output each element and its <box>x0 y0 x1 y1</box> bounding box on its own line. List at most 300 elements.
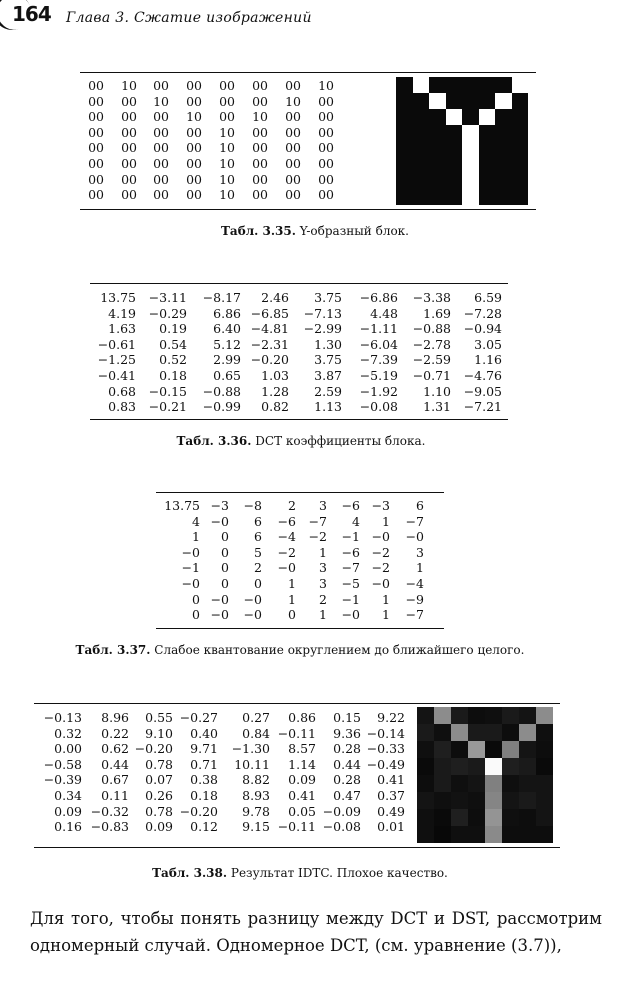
table-cell: −6 <box>341 498 360 513</box>
pixel <box>512 173 529 189</box>
table-cell: 00 <box>88 78 104 93</box>
table-cell: 0.09 <box>145 819 173 835</box>
pixel <box>519 792 536 809</box>
table-cell: 00 <box>88 155 104 171</box>
pixel <box>479 173 496 189</box>
table-cell: 1 <box>288 575 296 591</box>
caption-label: Табл. 3.35. <box>220 224 296 238</box>
table-cell: 0 <box>221 544 229 560</box>
table36 <box>94 290 502 415</box>
pixel <box>495 109 512 125</box>
table-cell: 1.10 <box>423 383 451 399</box>
pixel <box>519 724 536 741</box>
pixel <box>495 173 512 189</box>
pixel <box>479 109 496 125</box>
pixel <box>512 93 529 109</box>
table-cell: −6.04 <box>359 336 398 352</box>
table-cell: 0.86 <box>288 710 316 725</box>
table37 <box>158 498 424 623</box>
pixel <box>485 741 502 758</box>
table-cell: 0.44 <box>101 756 129 772</box>
table-cell: 0.62 <box>101 741 129 757</box>
table-cell: −2.31 <box>250 336 289 352</box>
table-cell: −0.29 <box>148 305 187 321</box>
table-cell: 00 <box>186 187 202 203</box>
table-cell: 00 <box>88 187 104 203</box>
table36-top-rule <box>90 283 508 284</box>
table-row <box>36 726 405 742</box>
pixel <box>462 125 479 141</box>
table-cell: 0.09 <box>288 772 316 788</box>
table-cell: 13.75 <box>100 290 136 305</box>
table-cell: 00 <box>121 155 137 171</box>
table-cell: 0.47 <box>333 787 361 803</box>
table-cell: −0 <box>210 513 229 529</box>
table-cell: 00 <box>186 140 202 156</box>
table-cell: −0 <box>181 575 200 591</box>
pixel <box>396 141 413 157</box>
table-row <box>94 368 502 384</box>
table-cell: 9.15 <box>242 819 270 835</box>
pixel <box>429 77 446 93</box>
pixel <box>434 792 451 809</box>
pixel <box>512 189 529 205</box>
table-row <box>82 78 334 94</box>
caption-label: Табл. 3.37. <box>75 643 151 657</box>
pixel <box>417 792 434 809</box>
caption-text: Результат IDTC. Плохое качество. <box>230 866 448 880</box>
table-cell: −0.08 <box>322 819 361 835</box>
pixel <box>396 173 413 189</box>
table-cell: −0 <box>405 529 424 545</box>
table-cell: 3.75 <box>314 352 342 368</box>
table-cell: 00 <box>121 171 137 187</box>
table-cell: −4.81 <box>250 321 289 337</box>
caption-text: Слабое квантование округлением до ближайшего целого. <box>154 643 525 657</box>
table-cell: 1.69 <box>423 305 451 321</box>
table-cell: 0.27 <box>242 710 270 725</box>
table-cell: 9.78 <box>242 803 270 819</box>
table-cell: 0.18 <box>159 367 187 383</box>
table-cell: 0.83 <box>108 399 136 415</box>
table-cell: −6 <box>341 544 360 560</box>
table-cell: 10 <box>318 78 334 93</box>
pixel <box>495 141 512 157</box>
table-cell: 1.14 <box>288 756 316 772</box>
table-cell: −0.99 <box>202 399 241 415</box>
table-cell: 00 <box>318 155 334 171</box>
table-cell: −3 <box>371 498 390 513</box>
table-cell: 1.03 <box>261 367 289 383</box>
pixel <box>451 792 468 809</box>
table-cell: 00 <box>186 78 202 93</box>
pixel <box>519 826 536 843</box>
pixel <box>468 707 485 724</box>
pixel <box>462 189 479 205</box>
table-cell: 9.10 <box>145 725 173 741</box>
table-cell: 9.71 <box>190 741 218 757</box>
table-row <box>36 741 405 757</box>
table-cell: −0.32 <box>90 803 129 819</box>
pixel <box>512 157 529 173</box>
pixel <box>468 826 485 843</box>
table-cell: 00 <box>252 187 268 203</box>
table-cell: 0.26 <box>145 787 173 803</box>
table-cell: 0 <box>221 560 229 576</box>
pixel <box>468 809 485 826</box>
table-cell: −1.92 <box>359 383 398 399</box>
pixel <box>502 741 519 758</box>
table-cell: 0.01 <box>377 819 405 835</box>
table-cell: 00 <box>121 109 137 125</box>
table-cell: −0 <box>277 560 296 576</box>
pixel <box>451 809 468 826</box>
table-cell: 13.75 <box>164 498 200 513</box>
table-cell: 0.05 <box>288 803 316 819</box>
table-cell: 00 <box>88 109 104 125</box>
pixel <box>429 189 446 205</box>
pixel <box>446 77 463 93</box>
pixel <box>446 189 463 205</box>
table-row <box>36 710 405 726</box>
table-cell: 00 <box>318 140 334 156</box>
pixel <box>413 77 430 93</box>
pixel <box>429 173 446 189</box>
pixel <box>434 707 451 724</box>
pixel <box>413 189 430 205</box>
table-cell: 0.15 <box>333 710 361 725</box>
pixel <box>396 125 413 141</box>
table-cell: 10 <box>219 124 235 140</box>
table-cell: −0.49 <box>366 756 405 772</box>
table-cell: −0.39 <box>43 772 82 788</box>
table-cell: 8.96 <box>101 710 129 725</box>
pixel <box>396 189 413 205</box>
table-cell: −5 <box>341 575 360 591</box>
table-cell: −1.25 <box>97 352 136 368</box>
pixel <box>446 125 463 141</box>
pixel <box>396 157 413 173</box>
table-cell: 0.67 <box>101 772 129 788</box>
table-cell: −2.99 <box>303 321 342 337</box>
table-cell: 0 <box>192 591 200 607</box>
table-cell: −3.11 <box>148 290 187 305</box>
pixel <box>434 809 451 826</box>
pixel <box>519 775 536 792</box>
table-cell: −2.78 <box>412 336 451 352</box>
table-cell: 00 <box>285 155 301 171</box>
table-cell: −0 <box>210 607 229 623</box>
table-row <box>158 560 424 576</box>
table37-bottom-rule <box>156 628 444 629</box>
pixel <box>536 775 553 792</box>
table-cell: 10 <box>153 93 169 109</box>
table-cell: 0.49 <box>377 803 405 819</box>
pixel <box>462 93 479 109</box>
table-cell: −2 <box>308 529 327 545</box>
pixel <box>502 809 519 826</box>
pixel <box>429 141 446 157</box>
table-cell: 10 <box>285 93 301 109</box>
table-cell: −2 <box>277 544 296 560</box>
table-cell: −0.33 <box>366 741 405 757</box>
table-cell: 2.59 <box>314 383 342 399</box>
table-cell: 9.36 <box>333 725 361 741</box>
table38-block-image <box>417 707 553 843</box>
table-cell: 3 <box>319 560 327 576</box>
pixel <box>417 809 434 826</box>
pixel <box>413 141 430 157</box>
pixel <box>519 809 536 826</box>
table-cell: −0.11 <box>277 819 316 835</box>
pixel <box>502 758 519 775</box>
table-cell: 0.54 <box>159 336 187 352</box>
table38 <box>36 710 405 835</box>
table-cell: 10.11 <box>234 756 270 772</box>
table-cell: 0.32 <box>54 725 82 741</box>
pixel <box>495 77 512 93</box>
table-cell: −0.21 <box>148 399 187 415</box>
table-cell: 0 <box>221 575 229 591</box>
pixel <box>451 758 468 775</box>
pixel <box>479 141 496 157</box>
table-cell: −0.15 <box>148 383 187 399</box>
pixel <box>446 173 463 189</box>
pixel <box>434 758 451 775</box>
table-cell: −6 <box>277 513 296 529</box>
pixel <box>485 792 502 809</box>
table-cell: 1.13 <box>314 399 342 415</box>
table-cell: 1 <box>319 607 327 623</box>
table-cell: 6.40 <box>213 321 241 337</box>
pixel <box>468 741 485 758</box>
table-cell: −1 <box>181 560 200 576</box>
table-cell: 00 <box>252 171 268 187</box>
table-row <box>82 172 334 188</box>
table-cell: 0.78 <box>145 803 173 819</box>
pixel <box>536 724 553 741</box>
pixel <box>495 189 512 205</box>
table35-caption <box>0 224 630 238</box>
table36-bottom-rule <box>90 419 508 420</box>
pixel <box>434 775 451 792</box>
pixel <box>485 707 502 724</box>
table-cell: −7 <box>405 607 424 623</box>
pixel <box>396 109 413 125</box>
table-cell: 00 <box>318 187 334 203</box>
table-cell: 1 <box>192 529 200 545</box>
table-cell: 00 <box>186 155 202 171</box>
pixel <box>417 707 434 724</box>
pixel <box>485 724 502 741</box>
table-cell: −1.30 <box>231 741 270 757</box>
table-cell: 8.93 <box>242 787 270 803</box>
table-cell: 0.12 <box>190 819 218 835</box>
pixel <box>413 125 430 141</box>
caption-label: Табл. 3.38. <box>152 866 228 880</box>
table-cell: 0 <box>288 607 296 623</box>
table-row <box>158 592 424 608</box>
table38-bottom-rule <box>34 847 560 848</box>
table-cell: 0.19 <box>159 321 187 337</box>
table-cell: 00 <box>153 155 169 171</box>
table-cell: 00 <box>318 109 334 125</box>
table-cell: 3 <box>416 544 424 560</box>
table-cell: −2.59 <box>412 352 451 368</box>
table-cell: 00 <box>252 78 268 93</box>
table-cell: 10 <box>219 171 235 187</box>
pixel <box>417 775 434 792</box>
pixel <box>519 758 536 775</box>
table-row <box>36 804 405 820</box>
table36-caption <box>0 434 602 448</box>
table-cell: 00 <box>318 124 334 140</box>
table-cell: 1.31 <box>423 399 451 415</box>
table-cell: 00 <box>252 140 268 156</box>
table-cell: −7.21 <box>463 399 502 415</box>
table-row <box>158 529 424 545</box>
table-cell: 6 <box>254 513 262 529</box>
table-cell: −4 <box>277 529 296 545</box>
table-cell: −0 <box>243 591 262 607</box>
pixel <box>413 157 430 173</box>
pixel <box>451 741 468 758</box>
table-row <box>158 498 424 514</box>
body-paragraph: Для того, чтобы понять разницу между DCT и DST, рассмотрим одномерный случай. Одномерное DCT, (см. уравнение (3.7)), <box>30 909 602 955</box>
table-cell: −7 <box>405 513 424 529</box>
table-cell: 0.00 <box>54 741 82 757</box>
table-cell: 00 <box>252 155 268 171</box>
table-cell: −2 <box>371 560 390 576</box>
table-cell: 3.87 <box>314 367 342 383</box>
table-row <box>158 576 424 592</box>
pixel <box>429 157 446 173</box>
table-cell: 5 <box>254 544 262 560</box>
table-cell: −9.05 <box>463 383 502 399</box>
table-cell: −0.88 <box>202 383 241 399</box>
table-cell: 10 <box>252 109 268 125</box>
table-cell: 00 <box>153 187 169 203</box>
pixel <box>429 125 446 141</box>
table-cell: 00 <box>186 93 202 109</box>
pixel <box>536 758 553 775</box>
table-cell: 2.46 <box>261 290 289 305</box>
table-cell: 00 <box>318 171 334 187</box>
table-cell: 00 <box>318 93 334 109</box>
table-cell: 4.48 <box>370 305 398 321</box>
pixel <box>451 707 468 724</box>
table-cell: 4 <box>352 513 360 529</box>
pixel <box>446 141 463 157</box>
pixel <box>536 741 553 758</box>
table-cell: 00 <box>219 78 235 93</box>
table-cell: 0.65 <box>213 367 241 383</box>
table-cell: −4.76 <box>463 367 502 383</box>
table-row <box>82 94 334 110</box>
pixel <box>512 77 529 93</box>
pixel <box>413 93 430 109</box>
table-cell: −7.13 <box>303 305 342 321</box>
pixel <box>468 724 485 741</box>
table-cell: −0 <box>341 607 360 623</box>
table-cell: −7 <box>308 513 327 529</box>
table-cell: 00 <box>285 109 301 125</box>
pixel <box>451 775 468 792</box>
table-cell: −0 <box>371 529 390 545</box>
table-cell: 1.16 <box>474 352 502 368</box>
table-cell: 0.38 <box>190 772 218 788</box>
table-row <box>36 788 405 804</box>
pixel <box>446 157 463 173</box>
table-cell: 8.57 <box>288 741 316 757</box>
table37-caption <box>0 643 600 657</box>
table-row <box>94 399 502 415</box>
table-row <box>94 321 502 337</box>
table-cell: 6 <box>416 498 424 513</box>
table-row <box>94 337 502 353</box>
table-cell: 00 <box>121 93 137 109</box>
pixel <box>417 826 434 843</box>
table-row <box>158 514 424 530</box>
pixel <box>512 141 529 157</box>
table-cell: 00 <box>88 124 104 140</box>
table-cell: 0.84 <box>242 725 270 741</box>
table-cell: 00 <box>121 124 137 140</box>
table-cell: 0.52 <box>159 352 187 368</box>
table-cell: 0.55 <box>145 710 173 725</box>
pixel <box>446 109 463 125</box>
table35 <box>82 78 334 203</box>
table-cell: −8 <box>243 498 262 513</box>
pixel <box>479 77 496 93</box>
table-cell: 2.99 <box>213 352 241 368</box>
table-row <box>94 290 502 306</box>
table-row <box>36 819 405 835</box>
pixel <box>462 141 479 157</box>
table-row <box>82 140 334 156</box>
table-cell: 6.86 <box>213 305 241 321</box>
pixel <box>495 157 512 173</box>
table-cell: −0.88 <box>412 321 451 337</box>
table-cell: 0 <box>221 529 229 545</box>
table-cell: 00 <box>153 124 169 140</box>
pixel <box>502 707 519 724</box>
pixel <box>434 741 451 758</box>
table-cell: 10 <box>219 155 235 171</box>
table-cell: 3 <box>319 575 327 591</box>
table-cell: 0 <box>254 575 262 591</box>
pixel <box>512 125 529 141</box>
table-cell: −9 <box>405 591 424 607</box>
table-cell: 0.11 <box>101 787 129 803</box>
table-cell: −0.09 <box>322 803 361 819</box>
caption-text: DCT коэффициенты блока. <box>255 434 426 448</box>
table-cell: 0.82 <box>261 399 289 415</box>
table-cell: 00 <box>153 171 169 187</box>
table-cell: −0.58 <box>43 756 82 772</box>
pixel <box>485 809 502 826</box>
table-cell: 0.18 <box>190 787 218 803</box>
table-cell: −1.11 <box>359 321 398 337</box>
table-cell: 00 <box>153 109 169 125</box>
table-cell: 00 <box>285 171 301 187</box>
table-cell: 9.22 <box>377 710 405 725</box>
table-cell: 1 <box>382 513 390 529</box>
table-cell: 4.19 <box>108 305 136 321</box>
table-cell: 0.37 <box>377 787 405 803</box>
table-cell: 0 <box>192 607 200 623</box>
table-cell: −3 <box>210 498 229 513</box>
